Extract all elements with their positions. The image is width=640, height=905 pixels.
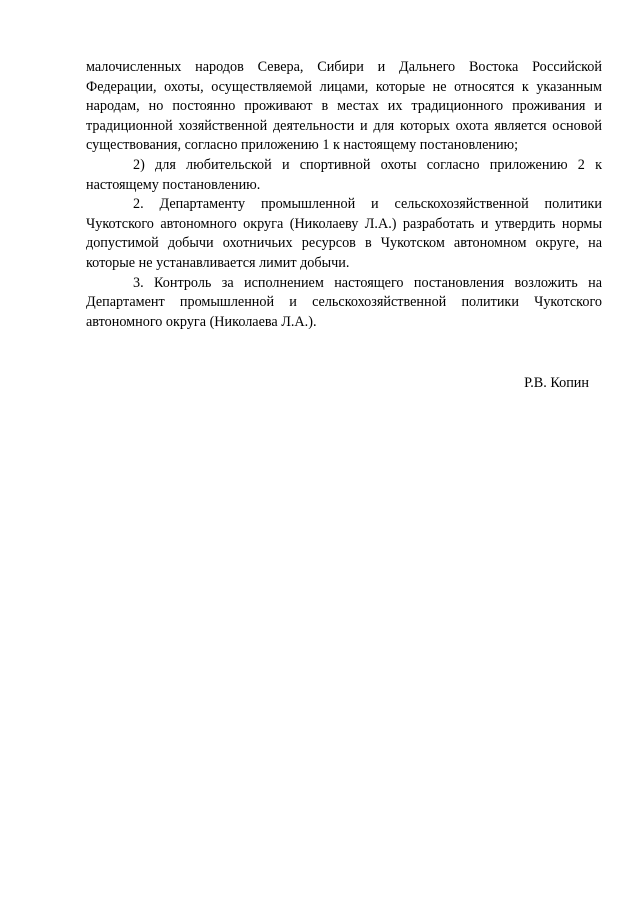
signature-name: Р.В. Копин bbox=[524, 375, 589, 391]
paragraph-continuation: малочисленных народов Севера, Сибири и Дальнего Востока Российской Федерации, охоты, осуществляемой лицами, которые не относятся к указанным народам, но постоянно проживают в местах их традиционного проживания и традиционной хозяйственной деятельности и для которых охота является основой существования, согласно приложению 1 к настоящему постановлению; bbox=[86, 59, 602, 154]
paragraph-clause-3: 3. Контроль за исполнением настоящего постановления возложить на Департамент промышленной и сельскохозяйственной политики Чукотского автономного округа (Николаева Л.А.). bbox=[86, 274, 602, 330]
paragraph-item-2: 2) для любительской и спортивной охоты согласно приложению 2 к настоящему постановлению. bbox=[86, 156, 602, 193]
paragraph-clause-2: 2. Департаменту промышленной и сельскохозяйственной политики Чукотского автономного округа (Николаеву Л.А.) разработать и утвердить нормы допустимой добычи охотничьих ресурсов в Чукотском автономном округе, на которые не устанавливается лимит добычи. bbox=[86, 196, 602, 271]
document-body bbox=[86, 58, 602, 332]
